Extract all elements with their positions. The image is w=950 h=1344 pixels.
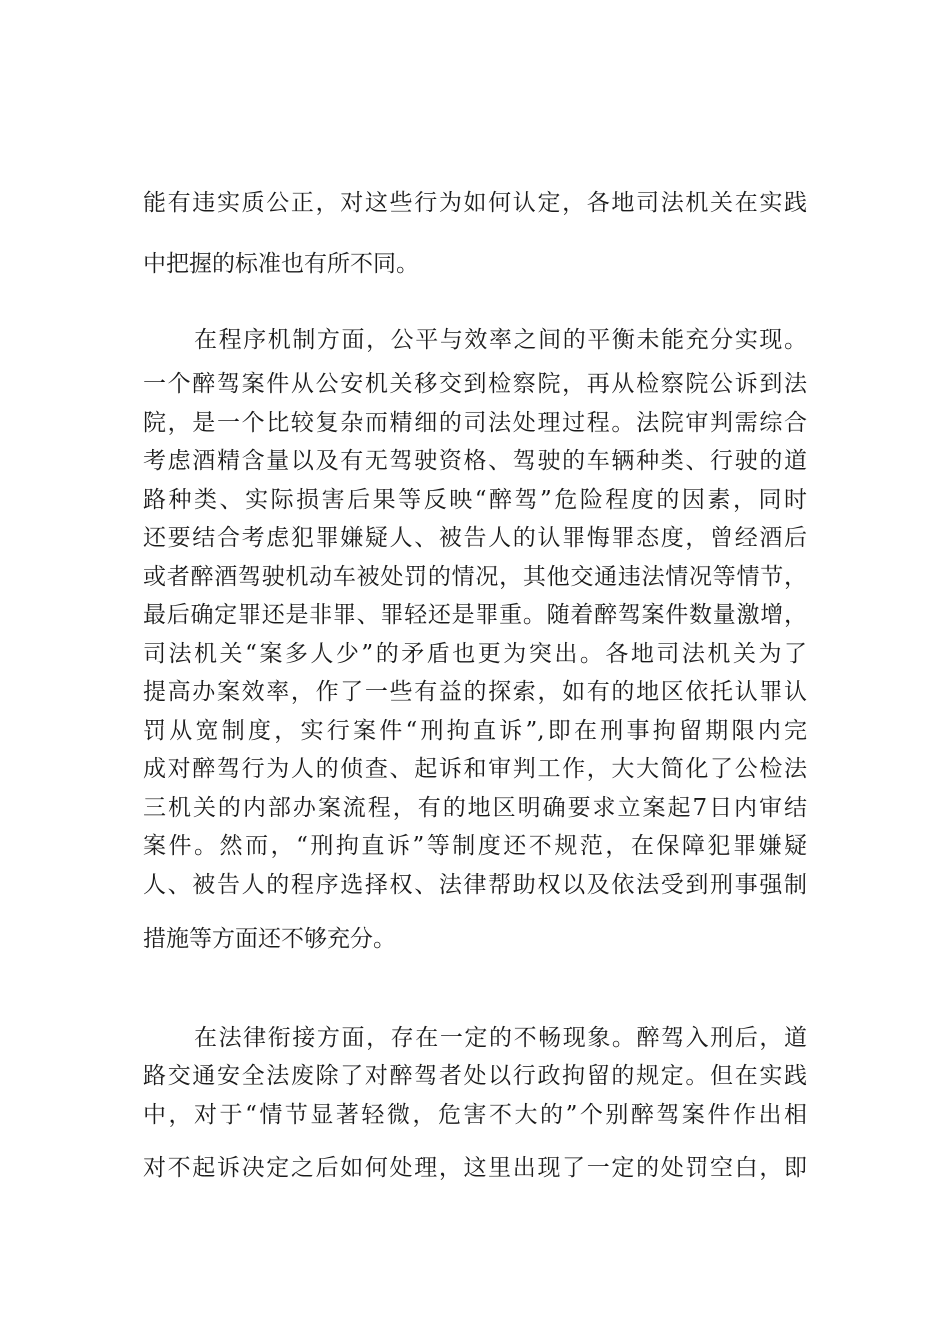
text-line: 一个醉驾案件从公安机关移交到检察院，再从检察院公诉到法: [143, 371, 807, 397]
text-line: 最后确定罪还是非罪、罪轻还是罪重。随着醉驾案件数量激增，: [143, 602, 807, 628]
text-line: 中，对于“情节显著轻微，危害不大的”个别醉驾案件作出相: [143, 1102, 807, 1128]
text-line: 提高办案效率，作了一些有益的探索，如有的地区依托认罪认: [143, 679, 807, 705]
text-line: 对不起诉决定之后如何处理，这里出现了一定的处罚空白，即: [143, 1155, 807, 1181]
text-line: 罚从宽制度，实行案件“刑拘直诉”,即在刑事拘留期限内完: [143, 718, 807, 744]
text-line: 司法机关“案多人少”的矛盾也更为突出。各地司法机关为了: [143, 641, 807, 667]
text-line: 考虑酒精含量以及有无驾驶资格、驾驶的车辆种类、行驶的道: [143, 448, 807, 474]
text-line: 还要结合考虑犯罪嫌疑人、被告人的认罪悔罪态度，曾经酒后: [143, 525, 807, 551]
text-line: 院，是一个比较复杂而精细的司法处理过程。法院审判需综合: [143, 410, 807, 436]
text-line: 案件。然而，“刑拘直诉”等制度还不规范，在保障犯罪嫌疑: [143, 833, 807, 859]
text-line: 措施等方面还不够充分。: [143, 926, 396, 952]
text-line: 路种类、实际损害后果等反映“醉驾”危险程度的因素，同时: [143, 487, 807, 513]
text-line: 成对醉驾行为人的侦查、起诉和审判工作，大大简化了公检法: [143, 756, 807, 782]
text-line: 中把握的标准也有所不同。: [143, 251, 419, 277]
text-line: 或者醉酒驾驶机动车被处罚的情况，其他交通违法情况等情节，: [143, 564, 807, 590]
paragraph-first-line: 在程序机制方面，公平与效率之间的平衡未能充分实现。: [194, 327, 807, 353]
text-line: 能有违实质公正，对这些行为如何认定，各地司法机关在实践: [143, 190, 807, 216]
paragraph-first-line: 在法律衔接方面，存在一定的不畅现象。醉驾入刑后，道: [194, 1025, 807, 1051]
text-line: 三机关的内部办案流程，有的地区明确要求立案起7日内审结: [143, 795, 807, 821]
text-line: 人、被告人的程序选择权、法律帮助权以及依法受到刑事强制: [143, 872, 807, 898]
text-line: 路交通安全法废除了对醉驾者处以行政拘留的规定。但在实践: [143, 1063, 807, 1089]
